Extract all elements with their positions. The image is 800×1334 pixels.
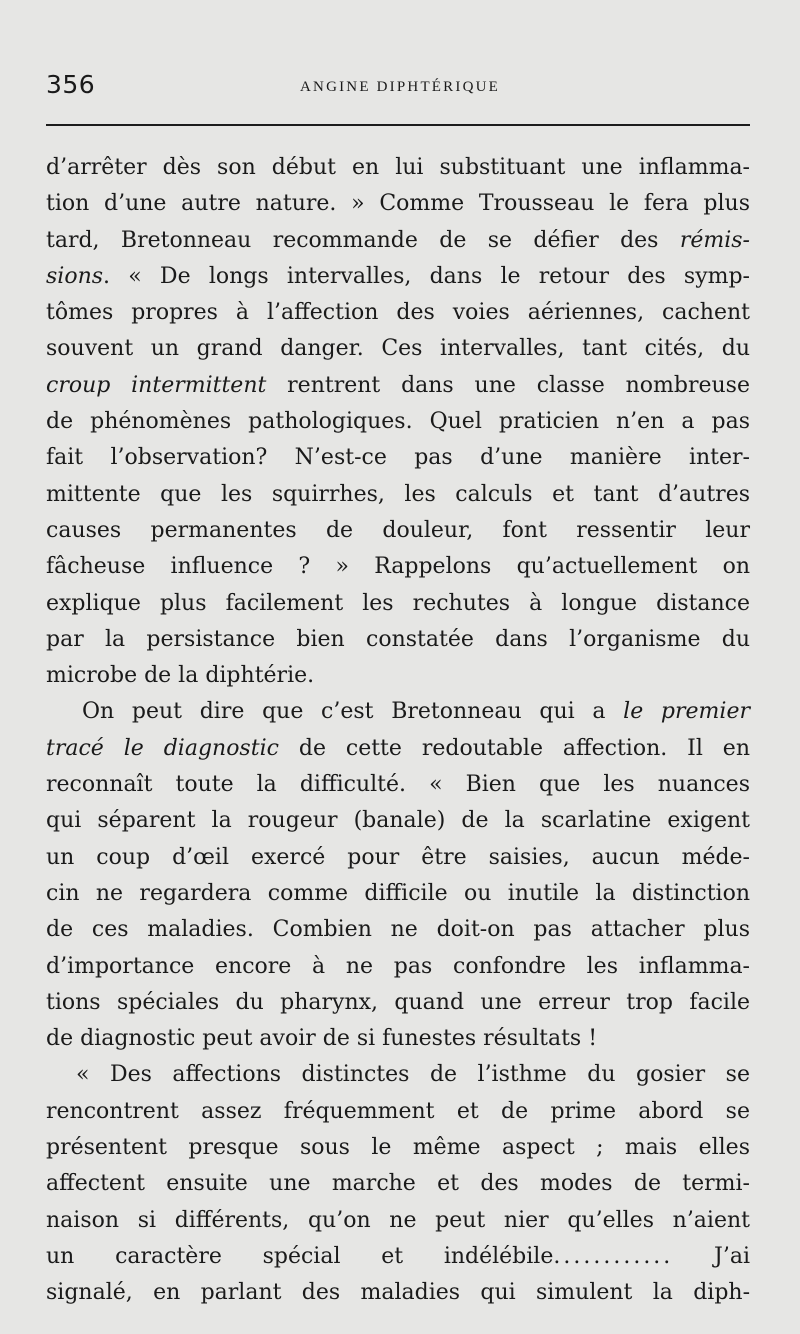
text-segment: reconnaît toute la difficulté. « Bien que les nuances — [46, 772, 750, 798]
body-text — [46, 150, 750, 1312]
text-segment: fâcheuse influence ? » Rappelons qu’actuellement on — [46, 554, 750, 580]
text-segment: un caractère spécial et indélébile — [46, 1243, 554, 1269]
page-header — [0, 70, 800, 102]
text-line — [46, 186, 750, 222]
text-line — [46, 1094, 750, 1130]
text-line — [46, 549, 750, 585]
text-line — [46, 440, 750, 476]
text-line — [46, 949, 750, 985]
text-segment: de ces maladies. Combien ne doit-on pas attacher plus — [46, 917, 750, 943]
text-segment: tions spéciales du pharynx, quand une erreur trop facile — [46, 989, 750, 1015]
text-line — [46, 513, 750, 549]
text-segment: fait l’observation? N’est-ce pas d’une manière inter- — [46, 445, 750, 471]
text-line — [46, 1239, 750, 1275]
leader-dots: ............ — [553, 1243, 674, 1269]
text-line — [46, 912, 750, 948]
text-line — [46, 259, 750, 295]
header-rule — [46, 124, 750, 126]
text-segment: tômes propres à l’affection des voies aériennes, cachent — [46, 300, 750, 326]
italic-text: sions — [46, 263, 104, 289]
text-line — [46, 150, 750, 186]
italic-text: rémis- — [679, 227, 750, 253]
text-line — [46, 1166, 750, 1202]
page-number: 356 — [46, 70, 96, 99]
text-line — [46, 803, 750, 839]
text-line — [46, 404, 750, 440]
text-line — [46, 876, 750, 912]
text-line — [46, 295, 750, 331]
text-line — [46, 368, 750, 404]
text-line — [46, 1275, 750, 1311]
text-segment: de cette redoutable affection. Il en — [278, 735, 750, 761]
text-line — [46, 223, 750, 259]
text-line — [46, 1021, 750, 1057]
text-segment: On peut dire que c’est Bretonneau qui a — [82, 699, 624, 725]
text-line — [46, 331, 750, 367]
text-line — [46, 840, 750, 876]
text-segment: souvent un grand danger. Ces intervalles, tant cités, du — [46, 336, 750, 362]
text-segment: explique plus facilement les rechutes à longue distance — [46, 590, 750, 616]
text-line — [46, 1203, 750, 1239]
text-line — [46, 767, 750, 803]
text-segment: d’importance encore à ne pas confondre les inflamma- — [46, 953, 750, 979]
text-line — [46, 694, 750, 730]
italic-text: le premier — [623, 699, 750, 725]
text-segment: un coup d’œil exercé pour être saisies, aucun méde- — [46, 844, 750, 870]
text-segment: . « De longs intervalles, dans le retour des symp- — [103, 263, 750, 289]
text-segment: cin ne regardera comme difficile ou inutile la distinction — [46, 880, 750, 906]
italic-text: croup intermittent — [46, 372, 267, 398]
text-segment: tion d’une autre nature. » Comme Trousseau le fera plus — [46, 191, 750, 217]
text-line — [46, 586, 750, 622]
text-segment: rentrent dans une classe nombreuse — [266, 372, 750, 398]
text-line — [46, 622, 750, 658]
text-segment: présentent presque sous le même aspect ; mais elles — [46, 1135, 750, 1161]
text-segment: naison si différents, qu’on ne peut nier qu’elles n’aient — [46, 1207, 750, 1233]
text-segment: microbe de la diphtérie. — [46, 663, 315, 689]
text-line — [46, 985, 750, 1021]
text-segment: qui séparent la rougeur (banale) de la scarlatine exigent — [46, 808, 750, 834]
text-segment: causes permanentes de douleur, font ressentir leur — [46, 517, 750, 543]
text-line — [46, 477, 750, 513]
text-line — [46, 1130, 750, 1166]
text-segment: signalé, en parlant des maladies qui simulent la diph- — [46, 1280, 750, 1306]
text-segment: d’arrêter dès son début en lui substituant une inflamma- — [46, 155, 750, 180]
text-segment: de diagnostic peut avoir de si funestes résultats ! — [46, 1026, 598, 1052]
text-segment: rencontrent assez fréquemment et de prime abord se — [46, 1098, 750, 1124]
running-title: ANGINE DIPHTÉRIQUE — [300, 79, 500, 95]
text-segment: J’ai — [673, 1243, 750, 1269]
text-line — [46, 658, 750, 694]
text-segment: tard, Bretonneau recommande de se défier des — [46, 227, 680, 253]
text-segment: de phénomènes pathologiques. Quel praticien n’en a pas — [46, 409, 750, 435]
text-segment: mittente que les squirrhes, les calculs et tant d’autres — [46, 481, 750, 507]
italic-text: tracé le diagnostic — [46, 735, 279, 761]
text-segment: affectent ensuite une marche et des modes de termi- — [46, 1171, 750, 1197]
text-line — [46, 731, 750, 767]
text-segment: par la persistance bien constatée dans l’organisme du — [46, 626, 750, 652]
text-segment: « Des affections distinctes de l’isthme du gosier se — [76, 1062, 750, 1088]
text-line — [46, 1057, 750, 1093]
